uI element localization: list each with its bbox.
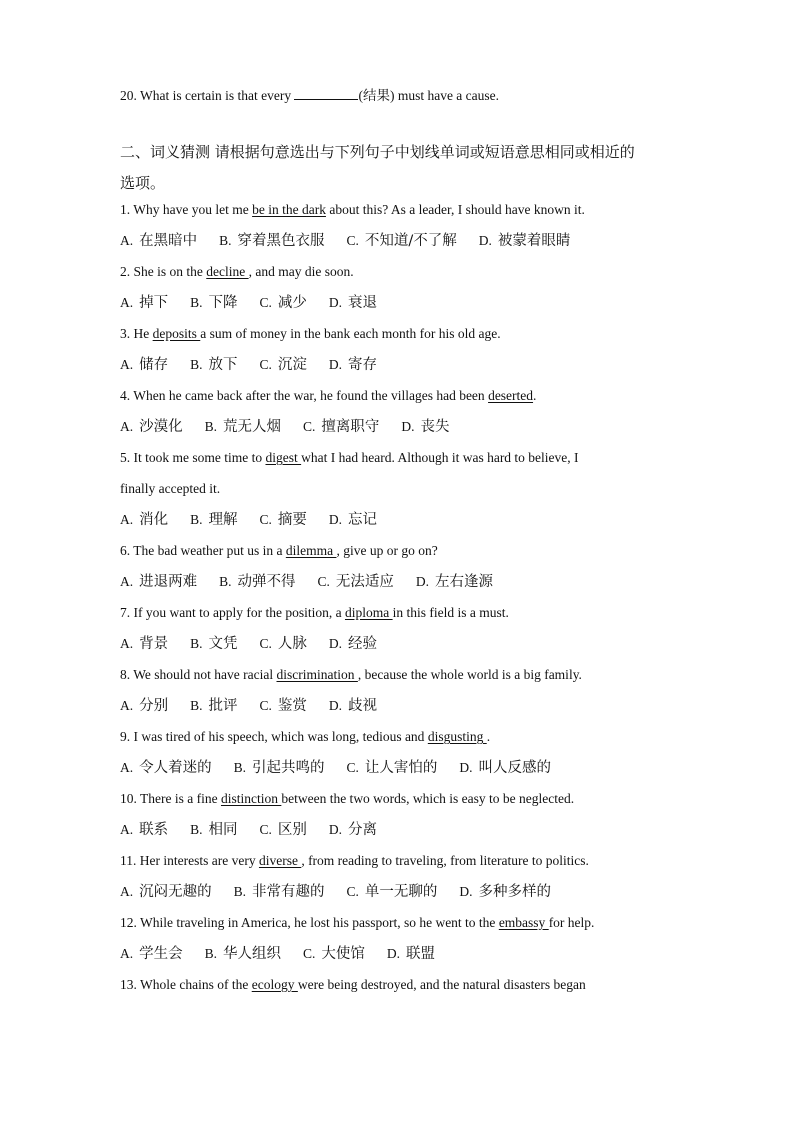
option-text: 区别 bbox=[277, 822, 307, 838]
question-text: 3. He bbox=[120, 326, 153, 341]
option-text: 背景 bbox=[139, 636, 169, 652]
answer-option[interactable] bbox=[190, 355, 237, 375]
question-text: for help. bbox=[548, 915, 595, 930]
question-text: what I had heard. Although it was hard to believe, I bbox=[301, 450, 579, 465]
question-text: 6. The bad weather put us in a bbox=[120, 543, 286, 558]
underlined-term: discrimination bbox=[276, 667, 358, 682]
question-text: 7. If you want to apply for the position, a bbox=[120, 605, 345, 620]
answer-option[interactable] bbox=[120, 820, 168, 840]
question-sentence-continued: finally accepted it. bbox=[120, 481, 221, 496]
option-letter: A. bbox=[120, 512, 134, 527]
question-text: 1. Why have you let me bbox=[120, 202, 253, 217]
question-text: 5. It took me some time to bbox=[120, 450, 266, 465]
question-sentence bbox=[120, 975, 676, 995]
option-text: 动弹不得 bbox=[237, 574, 296, 590]
option-text: 分别 bbox=[139, 698, 169, 714]
option-letter: C. bbox=[303, 419, 316, 434]
option-letter: A. bbox=[120, 698, 134, 713]
underlined-term: diverse bbox=[258, 853, 302, 868]
question-text: a sum of money in the bank each month for his old age. bbox=[200, 326, 501, 341]
answer-option[interactable] bbox=[303, 944, 365, 964]
option-text: 放下 bbox=[208, 357, 238, 373]
question-text: 12. While traveling in America, he lost his passport, so he went to the bbox=[120, 915, 499, 930]
underlined-term: distinction bbox=[220, 791, 282, 806]
answer-option[interactable] bbox=[205, 417, 281, 437]
answer-option[interactable] bbox=[459, 758, 551, 778]
option-row bbox=[120, 634, 676, 654]
answer-option[interactable] bbox=[260, 293, 307, 313]
underlined-term: digest bbox=[265, 450, 302, 465]
answer-option[interactable] bbox=[120, 510, 168, 530]
question-20-hint: (结果) must have a cause. bbox=[358, 88, 500, 103]
answer-option[interactable] bbox=[219, 231, 324, 251]
option-text: 华人组织 bbox=[223, 946, 282, 962]
option-row bbox=[120, 944, 676, 964]
option-text: 无法适应 bbox=[335, 574, 394, 590]
answer-option[interactable] bbox=[120, 355, 168, 375]
answer-option[interactable] bbox=[120, 417, 183, 437]
answer-option[interactable] bbox=[303, 417, 379, 437]
option-letter: D. bbox=[328, 822, 343, 837]
option-row bbox=[120, 882, 676, 902]
answer-option[interactable] bbox=[401, 417, 449, 437]
answer-blank bbox=[294, 87, 358, 100]
option-text: 文凭 bbox=[208, 636, 238, 652]
answer-option[interactable] bbox=[190, 293, 237, 313]
option-row bbox=[120, 510, 676, 530]
question-sentence bbox=[120, 913, 676, 933]
option-text: 非常有趣的 bbox=[252, 884, 325, 900]
option-text: 被蒙着眼睛 bbox=[497, 233, 571, 249]
question-sentence bbox=[120, 324, 676, 344]
question-sentence bbox=[120, 851, 676, 871]
question-text: 4. When he came back after the war, he found the villages had been bbox=[120, 388, 489, 403]
answer-option[interactable] bbox=[329, 634, 377, 654]
question-text: were being destroyed, and the natural disasters began bbox=[297, 977, 586, 992]
underlined-term: be in the dark bbox=[252, 202, 326, 217]
option-letter: B. bbox=[219, 574, 232, 589]
option-text: 经验 bbox=[348, 636, 378, 652]
underlined-term: decline bbox=[206, 264, 249, 279]
answer-option[interactable] bbox=[120, 758, 212, 778]
question-sentence bbox=[120, 262, 676, 282]
option-letter: D. bbox=[328, 357, 343, 372]
question-sentence bbox=[120, 603, 676, 623]
underlined-term: embassy bbox=[498, 915, 549, 930]
option-text: 联盟 bbox=[406, 946, 436, 962]
option-text: 鉴赏 bbox=[277, 698, 307, 714]
question-sentence bbox=[120, 541, 676, 561]
question-text: . bbox=[486, 729, 491, 744]
document-body bbox=[120, 86, 676, 1006]
option-letter: D. bbox=[328, 295, 343, 310]
option-letter: C. bbox=[346, 884, 359, 899]
option-letter: B. bbox=[204, 419, 218, 434]
option-text: 人脉 bbox=[277, 636, 307, 652]
option-text: 大使馆 bbox=[321, 946, 365, 962]
option-row bbox=[120, 355, 676, 375]
answer-option[interactable] bbox=[387, 944, 435, 964]
option-text: 摘要 bbox=[277, 512, 307, 528]
option-letter: B. bbox=[190, 698, 203, 713]
option-letter: A. bbox=[120, 884, 134, 899]
option-letter: C. bbox=[317, 574, 330, 589]
option-text: 沙漠化 bbox=[139, 419, 183, 435]
question-text: 10. There is a fine bbox=[120, 791, 221, 806]
underlined-term: diploma bbox=[344, 605, 393, 620]
question-text: , from reading to traveling, from literature to politics. bbox=[301, 853, 589, 868]
answer-option[interactable] bbox=[329, 355, 377, 375]
question-text: 9. I was tired of his speech, which was long, tedious and bbox=[120, 729, 428, 744]
question-text: , and may die soon. bbox=[248, 264, 354, 279]
option-letter: A. bbox=[120, 946, 134, 961]
option-text: 忘记 bbox=[348, 512, 378, 528]
section-heading-line1: 二、词义猜测 请根据句意选出与下列句子中划线单词或短语意思相同或相近的 bbox=[120, 143, 635, 161]
answer-option[interactable] bbox=[347, 758, 438, 778]
answer-option[interactable] bbox=[260, 634, 307, 654]
answer-option[interactable] bbox=[120, 634, 168, 654]
question-text: about this? As a leader, I should have known it. bbox=[325, 202, 585, 217]
option-letter: B. bbox=[233, 884, 247, 899]
answer-option[interactable] bbox=[329, 696, 377, 716]
option-letter: D. bbox=[459, 884, 473, 899]
answer-option[interactable] bbox=[234, 758, 325, 778]
option-letter: D. bbox=[478, 233, 492, 248]
option-text: 减少 bbox=[277, 295, 307, 311]
option-letter: D. bbox=[401, 419, 415, 434]
option-text: 批评 bbox=[208, 698, 238, 714]
option-letter: C. bbox=[259, 822, 272, 837]
option-row bbox=[120, 696, 676, 716]
question-text: 13. Whole chains of the bbox=[120, 977, 252, 992]
option-letter: B. bbox=[204, 946, 218, 961]
option-row bbox=[120, 572, 676, 592]
option-letter: D. bbox=[415, 574, 430, 589]
answer-option[interactable] bbox=[120, 231, 197, 251]
option-text: 理解 bbox=[208, 512, 238, 528]
option-letter: B. bbox=[190, 295, 203, 310]
option-letter: A. bbox=[120, 357, 134, 372]
option-letter: A. bbox=[120, 760, 134, 775]
answer-option[interactable] bbox=[234, 882, 325, 902]
option-letter: A. bbox=[120, 574, 134, 589]
underlined-term: disgusting bbox=[427, 729, 487, 744]
option-letter: A. bbox=[120, 822, 134, 837]
question-list bbox=[120, 200, 676, 995]
answer-option[interactable] bbox=[190, 820, 237, 840]
option-letter: C. bbox=[346, 760, 359, 775]
answer-option[interactable] bbox=[120, 944, 183, 964]
option-row bbox=[120, 417, 676, 437]
option-text: 分离 bbox=[348, 822, 378, 838]
answer-option[interactable] bbox=[347, 231, 457, 251]
answer-option[interactable] bbox=[318, 572, 394, 592]
question-text: in this field is a must. bbox=[392, 605, 509, 620]
answer-option[interactable] bbox=[120, 696, 168, 716]
question-20 bbox=[120, 86, 676, 106]
question-sentence bbox=[120, 386, 676, 406]
answer-option[interactable] bbox=[120, 572, 197, 592]
option-text: 衰退 bbox=[348, 295, 378, 311]
option-row bbox=[120, 293, 676, 313]
answer-option[interactable] bbox=[459, 882, 551, 902]
option-letter: C. bbox=[346, 233, 359, 248]
option-row bbox=[120, 758, 676, 778]
answer-option[interactable] bbox=[120, 882, 212, 902]
underlined-term: deposits bbox=[152, 326, 201, 341]
option-text: 引起共鸣的 bbox=[252, 760, 325, 776]
option-text: 多种多样的 bbox=[478, 884, 552, 900]
option-letter: C. bbox=[259, 636, 272, 651]
option-letter: B. bbox=[233, 760, 247, 775]
question-text: between the two words, which is easy to be neglected. bbox=[281, 791, 575, 806]
option-text: 联系 bbox=[139, 822, 169, 838]
option-letter: D. bbox=[328, 636, 343, 651]
answer-option[interactable] bbox=[329, 510, 377, 530]
option-text: 荒无人烟 bbox=[223, 419, 282, 435]
option-text: 不知道/不了解 bbox=[364, 233, 457, 249]
option-text: 相同 bbox=[208, 822, 238, 838]
option-text: 令人着迷的 bbox=[139, 760, 212, 776]
option-text: 储存 bbox=[139, 357, 169, 373]
question-sentence bbox=[120, 665, 676, 685]
question-sentence bbox=[120, 448, 676, 468]
question-text: 2. She is on the bbox=[120, 264, 207, 279]
option-text: 让人害怕的 bbox=[364, 760, 438, 776]
option-letter: B. bbox=[190, 822, 203, 837]
answer-option[interactable] bbox=[479, 231, 571, 251]
underlined-term: dilemma bbox=[285, 543, 337, 558]
section-heading bbox=[120, 137, 676, 199]
question-text: , give up or go on? bbox=[336, 543, 438, 558]
option-letter: C. bbox=[259, 512, 272, 527]
option-text: 掉下 bbox=[139, 295, 169, 311]
answer-option[interactable] bbox=[190, 696, 237, 716]
question-text: 8. We should not have racial bbox=[120, 667, 277, 682]
option-letter: D. bbox=[328, 512, 343, 527]
option-letter: C. bbox=[303, 946, 316, 961]
answer-option[interactable] bbox=[260, 696, 307, 716]
answer-option[interactable] bbox=[347, 882, 438, 902]
option-letter: A. bbox=[120, 419, 134, 434]
option-letter: B. bbox=[190, 357, 203, 372]
option-text: 单一无聊的 bbox=[364, 884, 438, 900]
question-text: 11. Her interests are very bbox=[120, 853, 259, 868]
option-letter: B. bbox=[190, 512, 203, 527]
option-row bbox=[120, 820, 676, 840]
option-letter: B. bbox=[190, 636, 203, 651]
answer-option[interactable] bbox=[260, 355, 307, 375]
option-text: 沉闷无趣的 bbox=[139, 884, 212, 900]
section-heading-line2: 选项。 bbox=[120, 174, 166, 192]
answer-option[interactable] bbox=[329, 820, 377, 840]
option-text: 消化 bbox=[139, 512, 169, 528]
option-text: 寄存 bbox=[348, 357, 378, 373]
question-text: . bbox=[533, 388, 537, 403]
answer-option[interactable] bbox=[329, 293, 377, 313]
option-letter: C. bbox=[259, 357, 272, 372]
answer-option[interactable] bbox=[190, 634, 237, 654]
option-letter: B. bbox=[219, 233, 232, 248]
question-sentence bbox=[120, 727, 676, 747]
option-letter: D. bbox=[386, 946, 401, 961]
option-letter: D. bbox=[328, 698, 343, 713]
option-text: 丧失 bbox=[420, 419, 450, 435]
option-letter: C. bbox=[259, 698, 272, 713]
option-letter: A. bbox=[120, 636, 134, 651]
question-text: , because the whole world is a big family. bbox=[357, 667, 582, 682]
answer-option[interactable] bbox=[260, 510, 307, 530]
option-text: 沉淀 bbox=[277, 357, 307, 373]
option-text: 下降 bbox=[208, 295, 238, 311]
question-sentence bbox=[120, 789, 676, 809]
option-text: 穿着黑色衣服 bbox=[237, 233, 325, 249]
option-letter: D. bbox=[459, 760, 473, 775]
option-text: 歧视 bbox=[348, 698, 378, 714]
option-text: 学生会 bbox=[139, 946, 183, 962]
answer-option[interactable] bbox=[190, 510, 237, 530]
option-letter: A. bbox=[120, 295, 134, 310]
answer-option[interactable] bbox=[205, 944, 281, 964]
underlined-term: deserted bbox=[488, 388, 534, 403]
option-text: 在黑暗中 bbox=[139, 233, 198, 249]
option-text: 左右逢源 bbox=[435, 574, 494, 590]
option-row bbox=[120, 231, 676, 251]
answer-option[interactable] bbox=[416, 572, 493, 592]
question-sentence bbox=[120, 200, 676, 220]
option-text: 进退两难 bbox=[139, 574, 198, 590]
option-text: 叫人反感的 bbox=[478, 760, 552, 776]
option-letter: A. bbox=[120, 233, 134, 248]
answer-option[interactable] bbox=[260, 820, 307, 840]
question-20-text: 20. What is certain is that every bbox=[120, 88, 295, 103]
underlined-term: ecology bbox=[251, 977, 298, 992]
option-letter: C. bbox=[259, 295, 272, 310]
option-text: 擅离职守 bbox=[321, 419, 380, 435]
answer-option[interactable] bbox=[219, 572, 295, 592]
answer-option[interactable] bbox=[120, 293, 168, 313]
